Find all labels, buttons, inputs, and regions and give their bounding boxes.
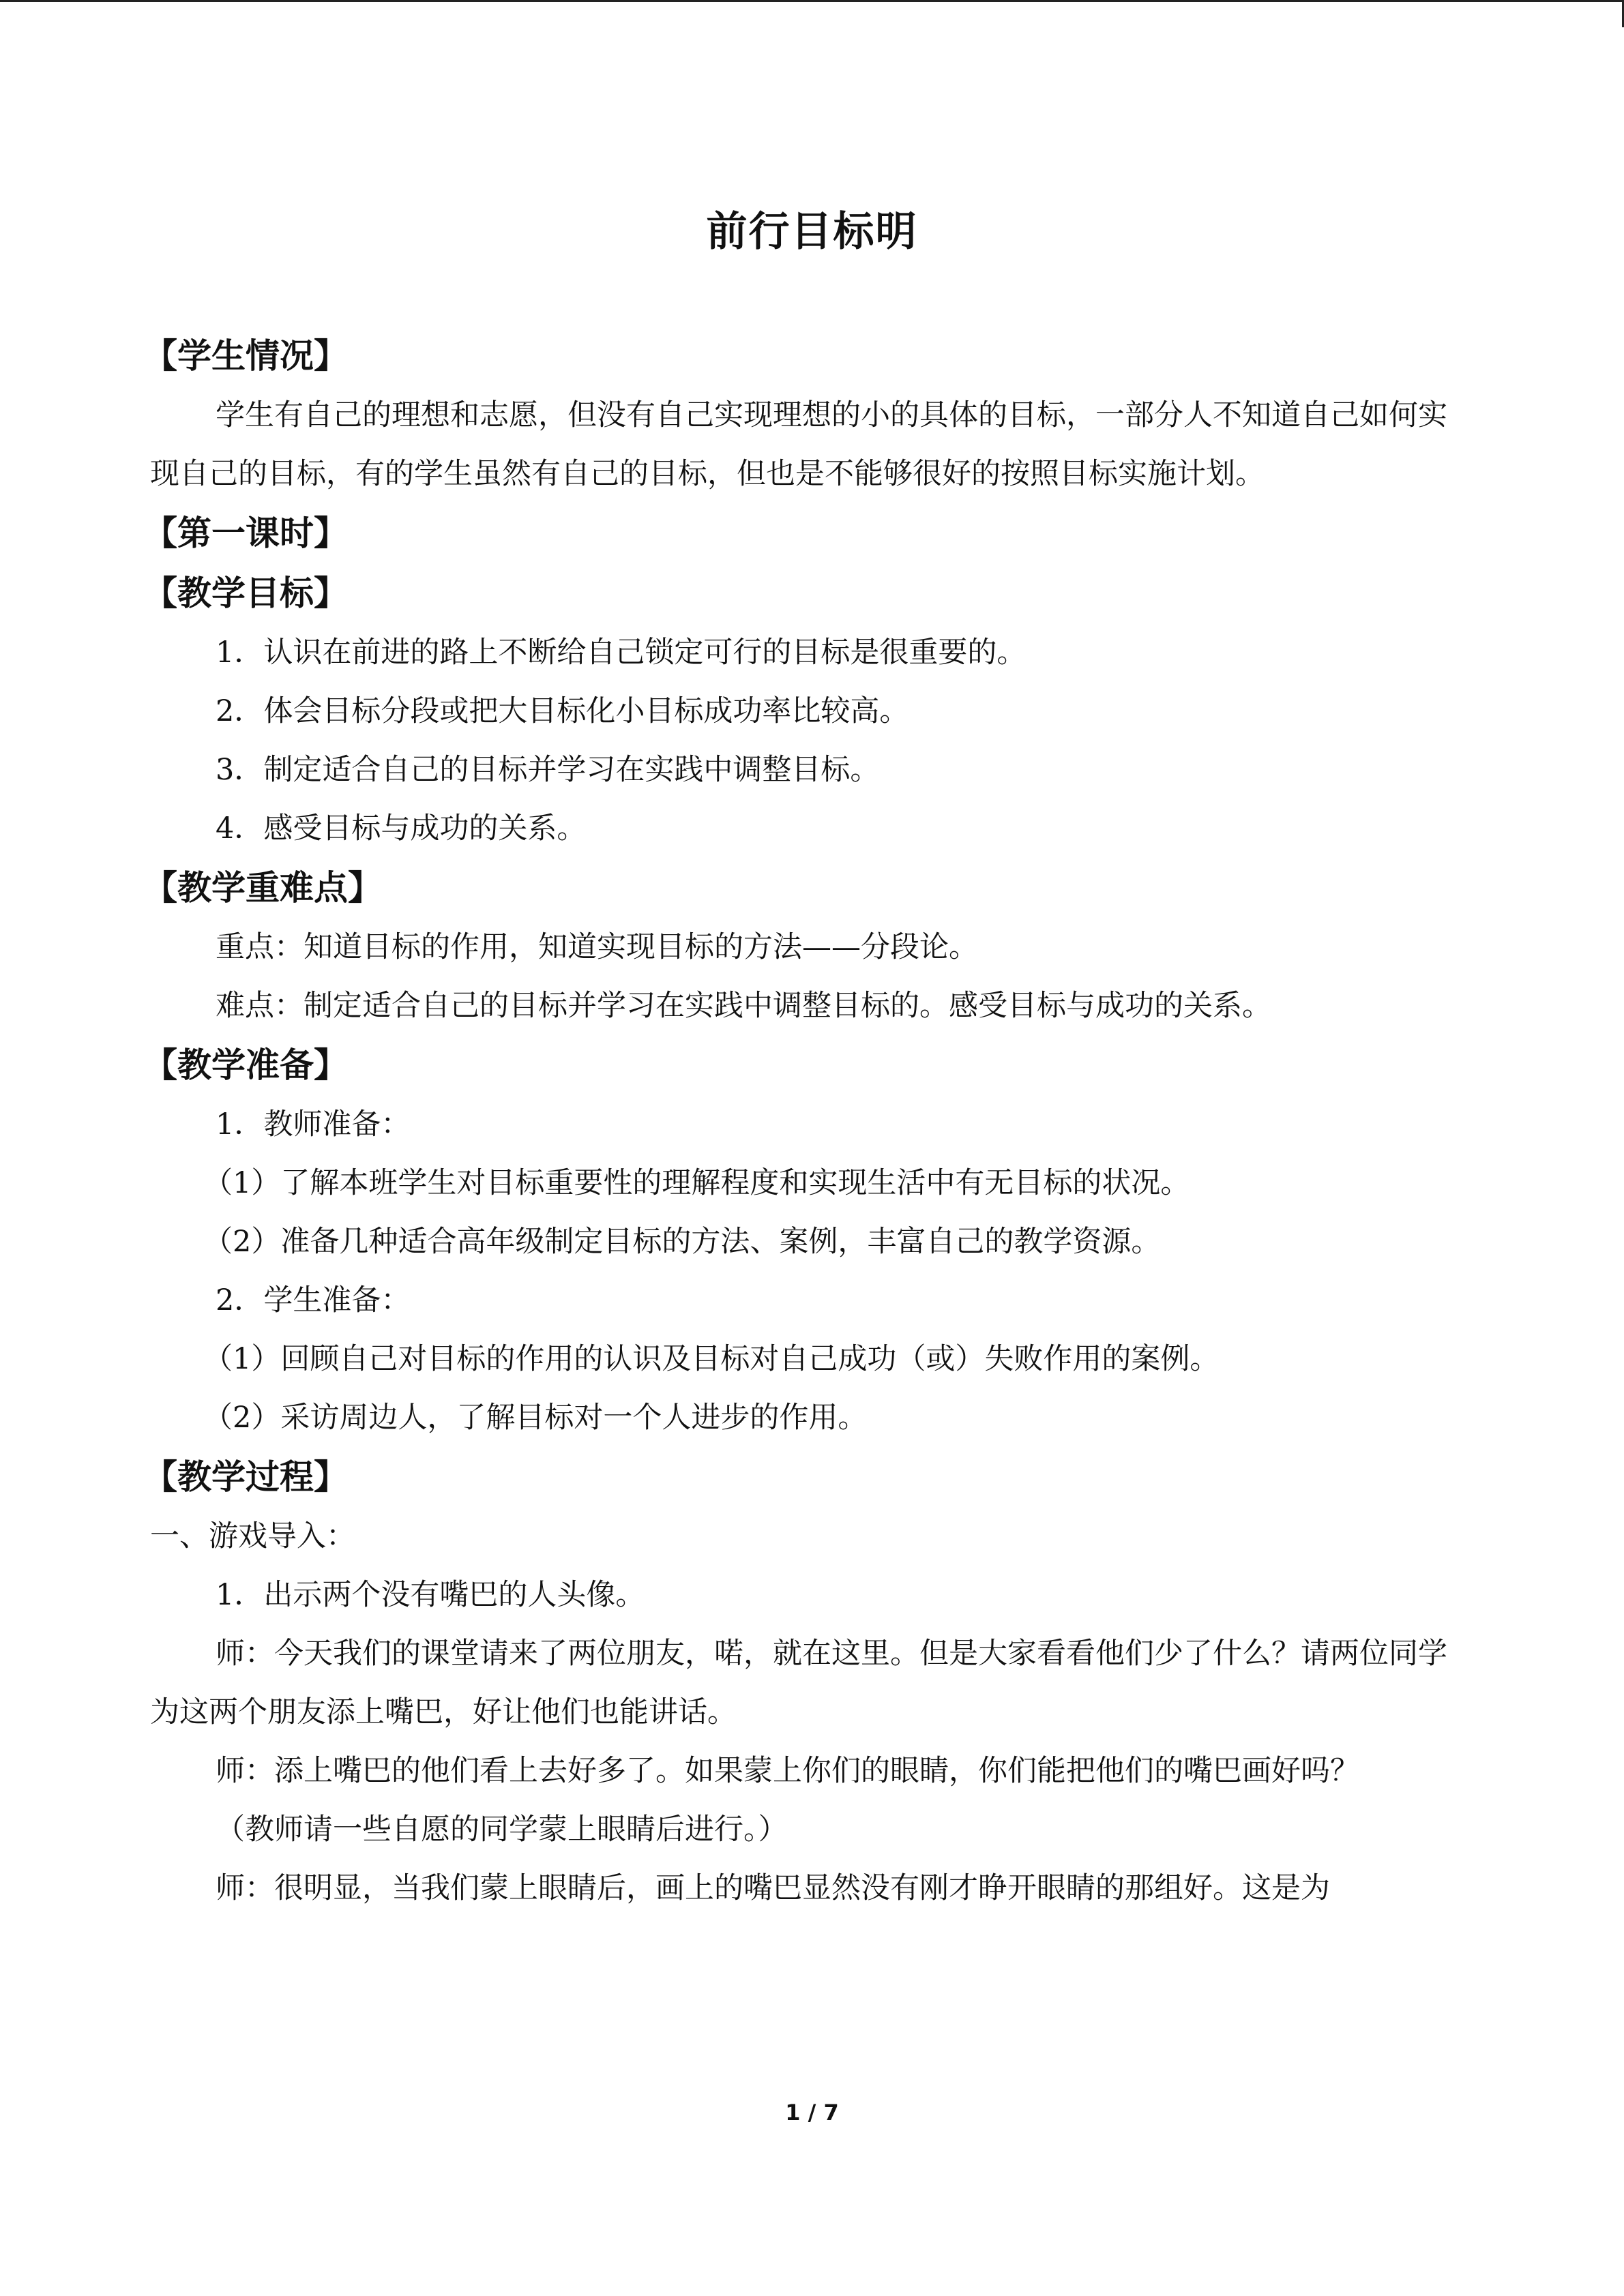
key-point: 重点：知道目标的作用，知道实现目标的方法——分段论。 — [216, 930, 978, 964]
heading-preparation: 【教学准备】 — [143, 1045, 348, 1085]
student-prep-item-1: （1）回顾自己对目标的作用的认识及目标对自己成功（或）失败作用的案例。 — [203, 1342, 1220, 1376]
process-paragraph-1: 师：今天我们的课堂请来了两位朋友，喏，就在这里。但是大家看看他们少了什么？请两位同学为这两个朋友添上嘴巴，好让他们也能讲话。 — [150, 1637, 1447, 1729]
objective-item-1: 1．认识在前进的路上不断给自己锁定可行的目标是很重要的。 — [216, 636, 1027, 670]
heading-process: 【教学过程】 — [143, 1457, 348, 1497]
teacher-preparation: 1．教师准备： — [216, 1107, 411, 1142]
difficult-point: 难点：制定适合自己的目标并学习在实践中调整目标的。感受目标与成功的关系。 — [216, 989, 1271, 1023]
heading-lesson-one: 【第一课时】 — [143, 513, 348, 553]
student-preparation: 2．学生准备： — [216, 1283, 411, 1317]
page-title: 前行目标明 — [706, 208, 918, 256]
heading-objectives: 【教学目标】 — [143, 573, 348, 613]
process-part-1: 一、游戏导入： — [150, 1519, 355, 1553]
objective-item-3: 3．制定适合自己的目标并学习在实践中调整目标。 — [216, 753, 880, 787]
process-step-1: 1．出示两个没有嘴巴的人头像。 — [216, 1578, 645, 1612]
objective-item-4: 4．感受目标与成功的关系。 — [216, 811, 587, 846]
document-body — [143, 326, 1460, 1918]
top-border-line — [0, 0, 1624, 2]
process-paragraph-2: 师：添上嘴巴的他们看上去好多了。如果蒙上你们的眼睛，你们能把他们的嘴巴画好吗？ — [216, 1754, 1359, 1788]
teacher-prep-item-2: （2）准备几种适合高年级制定目标的方法、案例，丰富自己的教学资源。 — [203, 1225, 1161, 1259]
page-number: 1 / 7 — [785, 2100, 839, 2126]
heading-student-situation: 【学生情况】 — [143, 336, 348, 376]
objective-item-2: 2．体会目标分段或把大目标化小目标成功率比较高。 — [216, 694, 909, 728]
paragraph-student-situation: 学生有自己的理想和志愿，但没有自己实现理想的小的具体的目标，一部分人不知道自己如何实现自己的目标，有的学生虽然有自己的目标，但也是不能够很好的按照目标实施计划。 — [150, 398, 1447, 491]
teacher-prep-item-1: （1）了解本班学生对目标重要性的理解程度和实现生活中有无目标的状况。 — [203, 1166, 1190, 1200]
process-paragraph-4: 师：很明显，当我们蒙上眼睛后，画上的嘴巴显然没有刚才睁开眼睛的那组好。这是为 — [216, 1871, 1330, 1905]
student-prep-item-2: （2）采访周边人，了解目标对一个人进步的作用。 — [203, 1401, 868, 1435]
heading-key-points: 【教学重难点】 — [143, 868, 382, 908]
process-paragraph-3: （教师请一些自愿的同学蒙上眼睛后进行。） — [216, 1813, 788, 1847]
